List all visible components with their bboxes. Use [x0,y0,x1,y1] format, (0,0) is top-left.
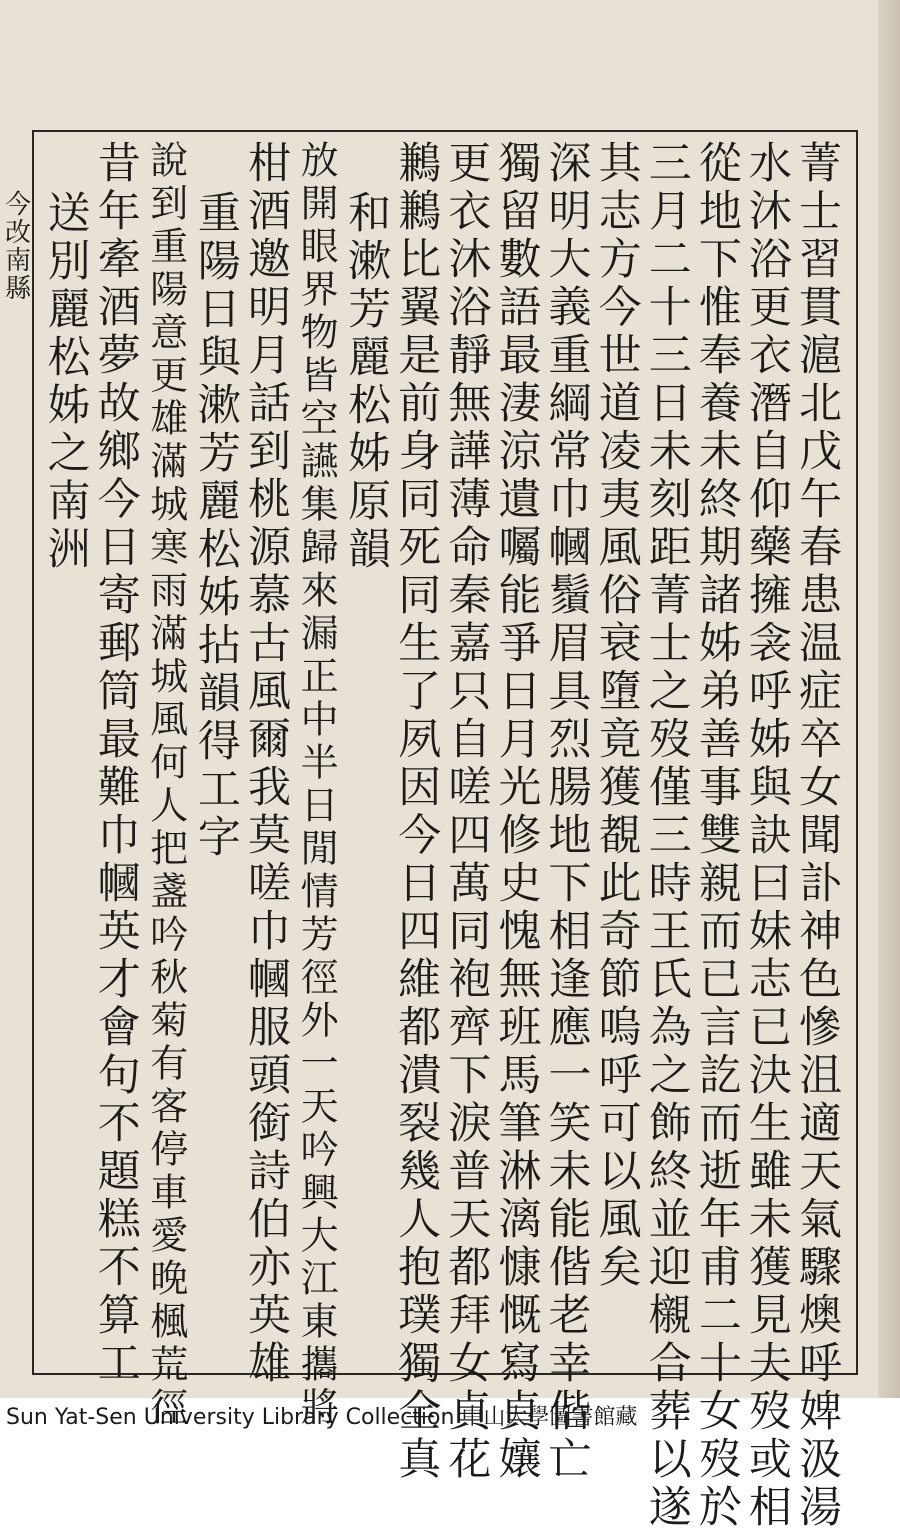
text-column-2: 水沐浴更衣潛自仰藥擁衾呼姊與訣曰妹志已決生雖未獲見夫歿或相 [741,140,792,1532]
text-column-3: 從地下惟奉養未終期諸姊弟善事雙親而已言訖而逝年甫二十女歿於 [691,140,742,1532]
page-edge [878,0,900,1398]
text-column-5: 其志方今世道凌夷風俗衰墮竟獲覩此奇節嗚呼可以風矣 [591,140,642,1292]
text-column-9: 鶼鶼比翼是前身同死同生了夙因今日四維都潰裂幾人抱璞獨全真 [391,140,442,1484]
poem-title-1: 和漱芳麗松姊原韻 [341,190,392,574]
text-column-1: 菁士習貫滬北戊午春患温症卒女聞訃神色慘沮適天氣驟燠呼婢汲湯 [792,140,842,1532]
poem-title-3-text: 送別麗松姊之南洲 [40,190,91,574]
poem-title-2: 重陽日與漱芳麗松姊拈韻得工字 [190,190,241,862]
text-column-15: 昔年牽酒夢故鄉今日寄郵筒最難巾幗英才會句不題糕不算工 [90,140,141,1388]
text-column-8: 更衣沐浴靜無譁薄命秦嘉只自嗟四萬同袍齊下淚普天都拜女貞花 [441,140,492,1484]
annotation-note: 今改南縣 [0,190,31,302]
library-caption: Sun Yat-Sen University Library Collection 中山大學圖書館藏 [6,1405,638,1430]
text-column-4: 三月二十三日未刻距菁士之歿僅三時王氏為之飾終並迎櫬合葬以遂 [641,140,692,1532]
text-column-7: 獨留數語最淒涼遺囑能爭日月光修史愧無班馬筆淋漓慷慨寫貞孃 [491,140,542,1484]
text-column-12: 柑酒邀明月話到桃源慕古風爾我莫嗟巾幗服頭銜詩伯亦英雄 [240,140,291,1388]
poem-title-3 [0,140,91,1365]
text-column-14: 說到重陽意更雄滿城寒雨滿城風何人把盞吟秋菊有客停車愛晚楓荒徑 [143,140,188,1430]
text-column-11: 放開眼界物皆空讌集歸來漏正中半日閒情芳徑外一天吟興大江東攜將 [294,140,339,1430]
text-column-6: 深明大義重綱常巾幗鬚眉具烈腸地下相逢應一笑未能偕老幸偕亡 [541,140,592,1484]
